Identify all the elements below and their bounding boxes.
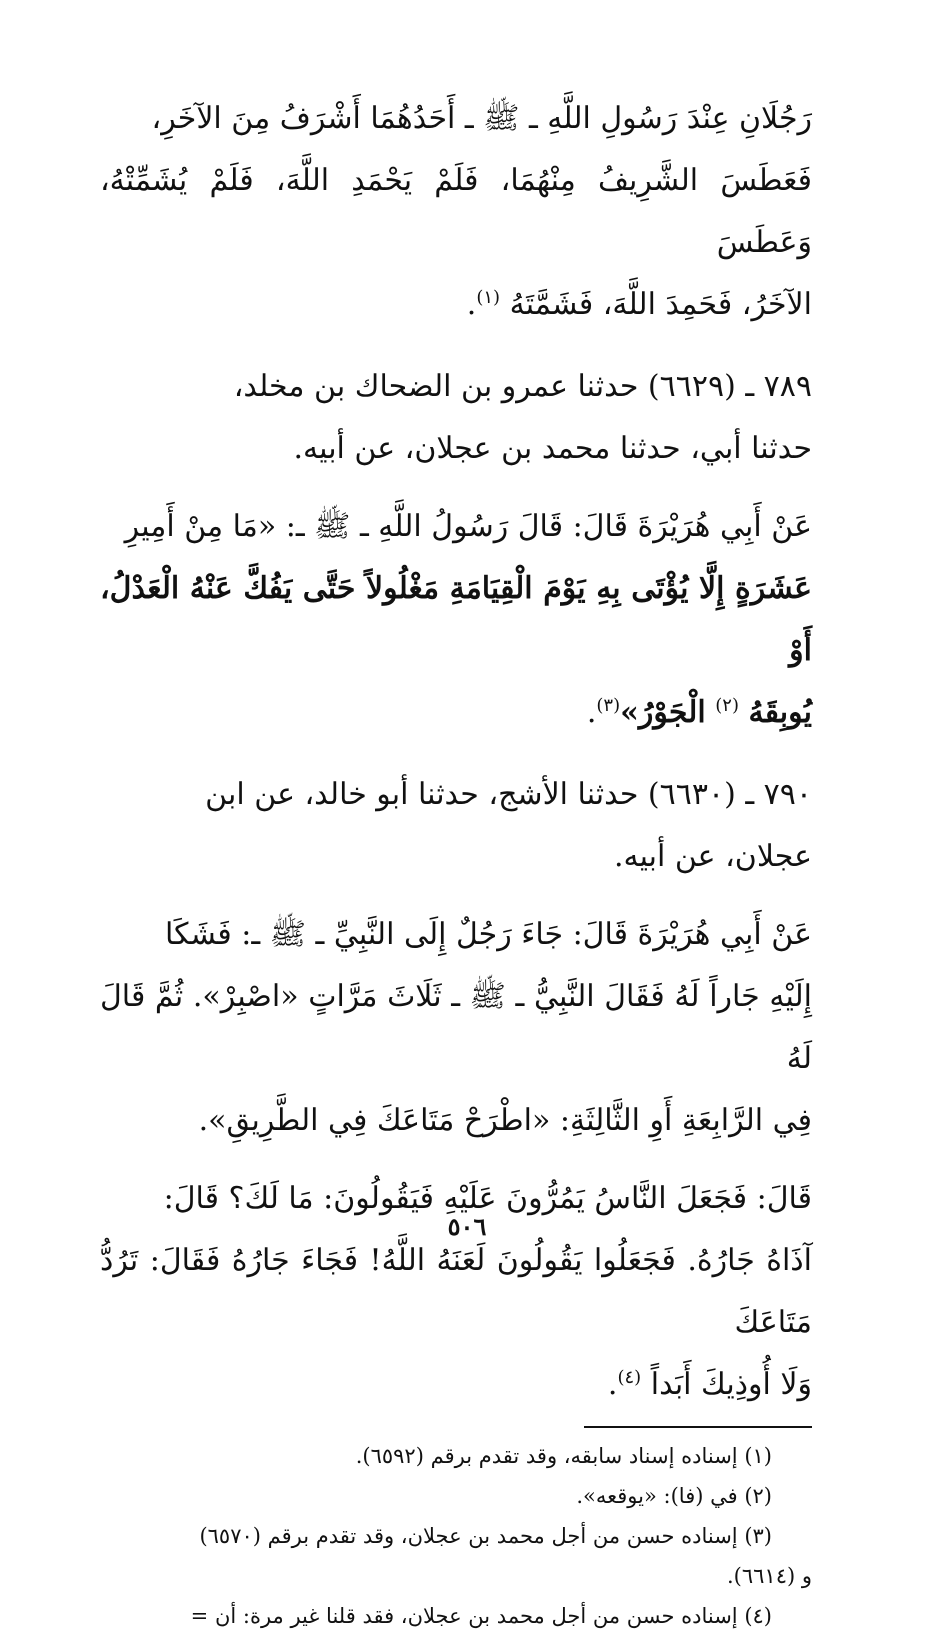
footnote-1: (١) إسناده إسناد سابقه، وقد تقدم برقم (٦٥٩٢). xyxy=(355,1444,772,1468)
footnote-ref: (٤) xyxy=(617,1367,642,1388)
footnote-ref: (٣) xyxy=(596,695,621,716)
hadith-790-continuation xyxy=(100,1168,812,1416)
text-line: حدثنا أبي، حدثنا محمد بن عجلان، عن أبيه. xyxy=(293,431,812,466)
text-line: عَنْ أَبِي هُرَيْرَةَ قَالَ: قَالَ رَسُولُ اللَّهِ ـ ﷺ ـ: «مَا مِنْ أَمِيرِ xyxy=(124,509,812,544)
text-end: . xyxy=(466,287,477,322)
text-line: يُوبِقَهُ xyxy=(748,695,812,730)
text-line: عجلان، عن أبيه. xyxy=(613,839,812,874)
text-line: فَعَطَسَ الشَّرِيفُ مِنْهُمَا، فَلَمْ يَحْمَدِ اللَّهَ، فَلَمْ يُشَمِّتْهُ، وَعَطَسَ xyxy=(100,163,812,260)
isnad-790 xyxy=(100,764,812,888)
footnote-ref: (١) xyxy=(476,287,501,308)
footnote-ref: (٢) xyxy=(715,695,739,716)
footnote-separator-wrap xyxy=(100,1426,812,1428)
text-line: ٧٩٠ ـ (٦٦٣٠) حدثنا الأشج، حدثنا أبو خالد، عن ابن xyxy=(205,777,812,812)
text-line: رَجُلَانِ عِنْدَ رَسُولِ اللَّهِ ـ ﷺ ـ أَحَدُهُمَا أَشْرَفُ مِنَ الآخَرِ، xyxy=(151,101,812,136)
text-line: قَالَ: فَجَعَلَ النَّاسُ يَمُرُّونَ عَلَيْهِ فَيَقُولُونَ: مَا لَكَ؟ قَالَ: xyxy=(163,1181,812,1216)
text-line: إِلَيْهِ جَاراً لَهُ فَقَالَ النَّبِيُّ ـ ﷺ ـ ثَلَاثَ مَرَّاتٍ «اصْبِرْ». ثُمَّ قَالَ لَهُ xyxy=(100,979,812,1076)
hadith-text-continuation xyxy=(100,88,812,336)
text-line: وَلَا أُوذِيكَ أَبَداً xyxy=(650,1367,812,1402)
text-end: . xyxy=(607,1367,618,1402)
text-line: عَنْ أَبِي هُرَيْرَةَ قَالَ: جَاءَ رَجُلٌ إِلَى النَّبِيِّ ـ ﷺ ـ: فَشَكَا xyxy=(164,917,812,952)
footnotes xyxy=(100,1436,812,1636)
page-number: ٥٠٦ xyxy=(447,1212,487,1241)
footnote-3-continuation: و (٦٦١٤). xyxy=(726,1564,812,1588)
text-line: عَشَرَةٍ إِلَّا يُؤْتَى بِهِ يَوْمَ الْقِيَامَةِ مَغْلُولاً حَتَّى يَفُكَّ عَنْهُ الْعَدْلُ، أَوْ xyxy=(100,571,812,668)
text-line: الآخَرُ، فَحَمِدَ اللَّهَ، فَشَمَّتَهُ xyxy=(509,287,812,322)
hadith-790 xyxy=(100,904,812,1152)
hadith-789 xyxy=(100,496,812,744)
footnote-2: (٢) في (فا): «يوقعه». xyxy=(576,1484,772,1508)
footnote-4: (٤) إسناده حسن من أجل محمد بن عجلان، فقد قلنا غير مرة: أن = xyxy=(190,1604,772,1628)
text-end: . xyxy=(586,695,597,730)
footnote-separator xyxy=(584,1426,812,1428)
page-body xyxy=(100,88,812,1636)
footnote-3: (٣) إسناده حسن من أجل محمد بن عجلان، وقد تقدم برقم (٦٥٧٠) xyxy=(199,1524,772,1548)
isnad-789 xyxy=(100,356,812,480)
text-line: ٧٨٩ ـ (٦٦٢٩) حدثنا عمرو بن الضحاك بن مخلد، xyxy=(233,369,812,404)
text-line: آذَاهُ جَارُهُ. فَجَعَلُوا يَقُولُونَ لَعَنَهُ اللَّهُ! فَجَاءَ جَارُهُ فَقَالَ: تَرُدُّ مَتَاعَكَ xyxy=(100,1243,812,1340)
text-line: الْجَوْرُ» xyxy=(620,695,706,730)
text-line: فِي الرَّابِعَةِ أَوِ الثَّالِثَةِ: «اطْرَحْ مَتَاعَكَ فِي الطَّرِيقِ». xyxy=(198,1103,812,1138)
